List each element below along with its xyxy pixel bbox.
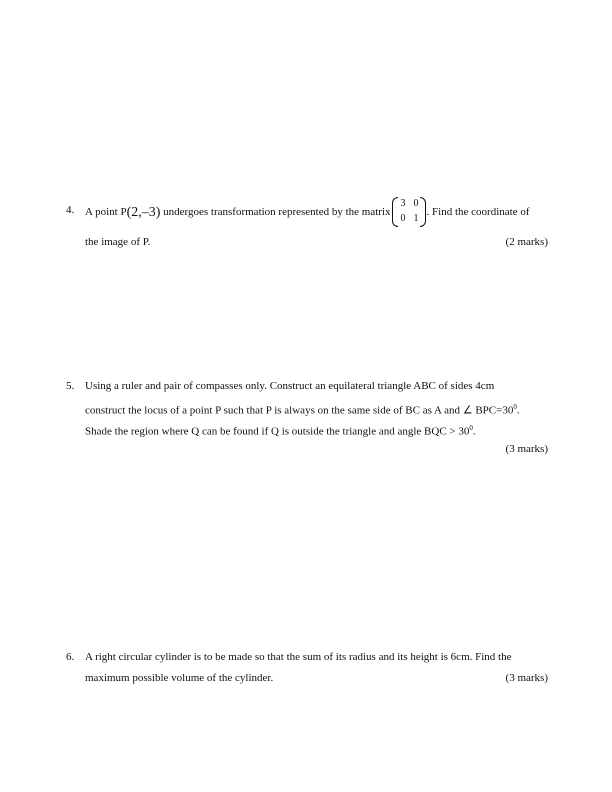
- text: .: [516, 404, 520, 417]
- question-text-line: [85, 422, 476, 439]
- matrix-cell: 0: [400, 213, 406, 224]
- question-text-line: [85, 401, 520, 418]
- degree-superscript: 0: [513, 403, 517, 411]
- marks-label: (3 marks): [505, 443, 548, 455]
- question-text-line: the image of P.: [85, 236, 151, 248]
- text: Shade the region where Q can be found if Q is outside the triangle and angle BQC > 30: [85, 425, 470, 438]
- text: undergoes transformation represented by the matrix: [163, 205, 391, 218]
- text: .: [472, 425, 476, 438]
- point-coordinates: (2,–3): [126, 204, 161, 220]
- text: . Find the coordinate of: [426, 205, 530, 218]
- text: BPC=30: [475, 404, 514, 417]
- matrix-cell: 0: [413, 198, 419, 209]
- question-number: 6.: [66, 651, 75, 663]
- angle-symbol: ∠: [462, 404, 473, 417]
- question-text-line: maximum possible volume of the cylinder.: [85, 672, 274, 684]
- marks-label: (2 marks): [505, 236, 548, 248]
- marks-label: (3 marks): [505, 672, 548, 684]
- transformation-matrix: [392, 197, 426, 227]
- question-text-line: A right circular cylinder is to be made so that the sum of its radius and its height is 6cm. Find the: [85, 651, 512, 663]
- text: A point P: [85, 205, 127, 218]
- question-number: 5.: [66, 380, 75, 392]
- matrix-cell: 3: [400, 198, 406, 209]
- question-text-line: Using a ruler and pair of compasses only. Construct an equilateral triangle ABC of sides 4cm: [85, 380, 495, 392]
- degree-superscript: 0: [469, 424, 473, 432]
- text: construct the locus of a point P such that P is always on the same side of BC as A and: [85, 404, 463, 417]
- matrix-cell: 1: [413, 213, 419, 224]
- question-text-line: [85, 197, 529, 227]
- question-number: 4.: [66, 204, 75, 216]
